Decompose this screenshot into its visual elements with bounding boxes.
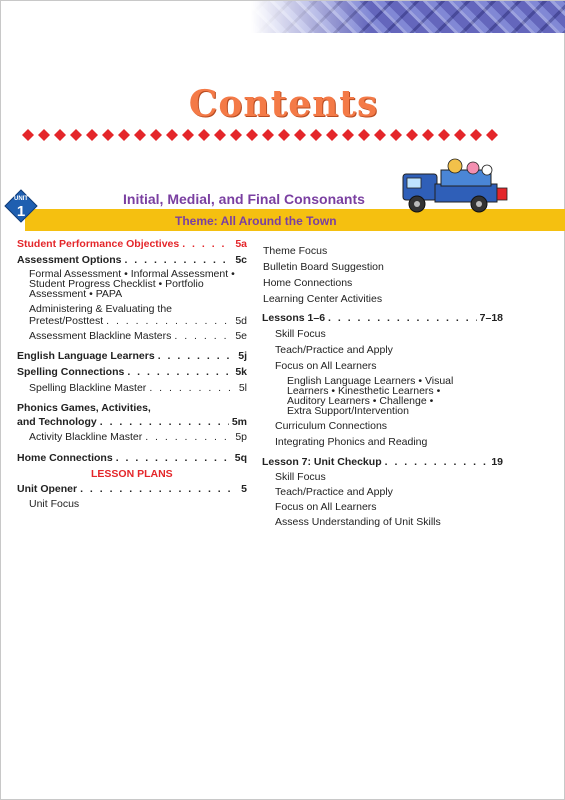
diamond-icon (182, 129, 194, 141)
toc-subentry: Assess Understanding of Unit Skills (275, 516, 441, 528)
leader-dots (100, 415, 229, 429)
diamond-icon (230, 129, 242, 141)
leader-dots (174, 329, 232, 343)
leader-dots (80, 482, 238, 496)
diamond-divider (21, 128, 503, 142)
toc-subentry-line: Auditory Learners • Challenge • (287, 395, 434, 407)
leader-dots (328, 311, 477, 325)
unit-badge (4, 189, 38, 223)
leader-dots (145, 430, 232, 444)
toc-page: 5m (231, 416, 247, 428)
toc-page: 19 (491, 456, 503, 468)
diamond-icon (118, 129, 130, 141)
toc-subentry (17, 315, 247, 327)
toc-subentry (17, 430, 247, 444)
diamond-icon (134, 129, 146, 141)
leader-dots (158, 349, 236, 363)
plaid-banner (251, 1, 565, 33)
toc-page: 5q (234, 452, 247, 464)
toc-label: and Technology (17, 416, 97, 428)
leader-dots (116, 451, 232, 465)
toc-page: 5 (241, 483, 247, 495)
toc-entry (17, 237, 247, 251)
toc-label: Activity Blackline Master (29, 431, 143, 443)
diamond-icon (54, 129, 66, 141)
toc-label: English Language Learners (17, 350, 155, 362)
leader-dots (385, 455, 489, 469)
toc-entry (262, 311, 503, 325)
toc-entry-line: Phonics Games, Activities, (17, 402, 151, 414)
toc-page: 5c (235, 254, 247, 266)
leader-dots (149, 381, 236, 395)
toc-subentry-block (17, 269, 247, 299)
toc-subentry (17, 381, 247, 395)
diamond-icon (422, 129, 434, 141)
toc-subentry: Integrating Phonics and Reading (275, 436, 428, 448)
lesson-plans-heading: LESSON PLANS (91, 468, 173, 480)
toc-label: Pretest/Posttest (29, 315, 104, 327)
diamond-icon (358, 129, 370, 141)
page-title: Contents (188, 83, 379, 125)
diamond-icon (262, 129, 274, 141)
leader-dots (106, 315, 232, 327)
toc-label: Spelling Connections (17, 366, 125, 378)
diamond-icon (374, 129, 386, 141)
toc-page: 5e (235, 330, 247, 342)
diamond-icon (22, 129, 34, 141)
diamond-icon (102, 129, 114, 141)
toc-subentry-line: Administering & Evaluating the (29, 303, 172, 315)
toc-entry (17, 365, 247, 379)
diamond-icon (278, 129, 290, 141)
toc-label: Lessons 1–6 (262, 312, 326, 324)
unit-title: Initial, Medial, and Final Consonants (123, 191, 365, 207)
toc-page: 5j (238, 350, 247, 362)
diamond-icon (294, 129, 306, 141)
contents-left-column (17, 237, 247, 511)
leader-dots (124, 253, 232, 267)
toc-subentry: Learning Center Activities (263, 293, 383, 305)
toc-subentry: Skill Focus (275, 328, 326, 340)
diamond-icon (406, 129, 418, 141)
toc-subentry-line: Student Progress Checklist • Portfolio (29, 278, 204, 290)
toc-page: 5p (235, 431, 247, 443)
toc-subentry: Teach/Practice and Apply (275, 486, 393, 498)
diamond-icon (486, 129, 498, 141)
toc-label: Student Performance Objectives (17, 238, 180, 250)
contents-right-column (263, 237, 503, 529)
diamond-icon (310, 129, 322, 141)
diamond-icon (38, 129, 50, 141)
toc-subentry: Teach/Practice and Apply (275, 344, 393, 356)
toc-subentry (17, 329, 247, 343)
toc-subentry: Skill Focus (275, 471, 326, 483)
diamond-icon (86, 129, 98, 141)
toc-subentry: Curriculum Connections (275, 420, 388, 432)
toc-subentry: Theme Focus (263, 245, 328, 257)
toc-label: Home Connections (17, 452, 113, 464)
toc-label: Assessment Options (17, 254, 122, 266)
toc-subentry: Focus on All Learners (275, 360, 377, 372)
toc-subentry: Unit Focus (29, 498, 80, 510)
leader-dots (182, 237, 232, 251)
unit-badge-word: UNIT (14, 196, 28, 202)
diamond-icon (438, 129, 450, 141)
toc-page: 5d (235, 315, 247, 327)
diamond-icon (390, 129, 402, 141)
diamond-icon (214, 129, 226, 141)
toc-subentry-block (263, 376, 503, 416)
diamond-icon (454, 129, 466, 141)
toc-entry (17, 415, 247, 429)
toc-label: Assessment Blackline Masters (29, 330, 172, 342)
toc-page: 5a (235, 238, 247, 250)
unit-badge-number: 1 (16, 203, 26, 220)
toc-entry (17, 349, 247, 363)
toc-label: Unit Opener (17, 483, 78, 495)
diamond-icon (70, 129, 82, 141)
toc-subentry: Home Connections (263, 277, 353, 289)
toc-page: 5k (235, 366, 247, 378)
leader-dots (127, 365, 232, 379)
diamond-icon (166, 129, 178, 141)
diamond-icon (470, 129, 482, 141)
diamond-icon (150, 129, 162, 141)
toc-page: 5l (238, 382, 247, 394)
toc-subentry-line: Formal Assessment • Informal Assessment • (29, 268, 235, 280)
toc-entry (17, 253, 247, 267)
toc-label: Spelling Blackline Master (29, 382, 147, 394)
toc-entry (17, 482, 247, 496)
toc-page: 7–18 (479, 312, 503, 324)
cartoon-truck-illustration (397, 158, 515, 216)
toc-entry (262, 455, 503, 469)
toc-entry (17, 451, 247, 465)
toc-subentry-line: Learners • Kinesthetic Learners • (287, 385, 441, 397)
toc-subentry-line: Extra Support/Intervention (287, 405, 409, 417)
diamond-icon (326, 129, 338, 141)
diamond-icon (198, 129, 210, 141)
toc-subentry-line: English Language Learners • Visual (287, 375, 454, 387)
diamond-icon (342, 129, 354, 141)
toc-subentry: Focus on All Learners (275, 501, 377, 513)
toc-subentry-line: Assessment • PAPA (29, 288, 123, 300)
toc-subentry: Bulletin Board Suggestion (263, 261, 384, 273)
diamond-icon (246, 129, 258, 141)
toc-label: Lesson 7: Unit Checkup (262, 456, 382, 468)
unit-theme: Theme: All Around the Town (175, 214, 337, 228)
